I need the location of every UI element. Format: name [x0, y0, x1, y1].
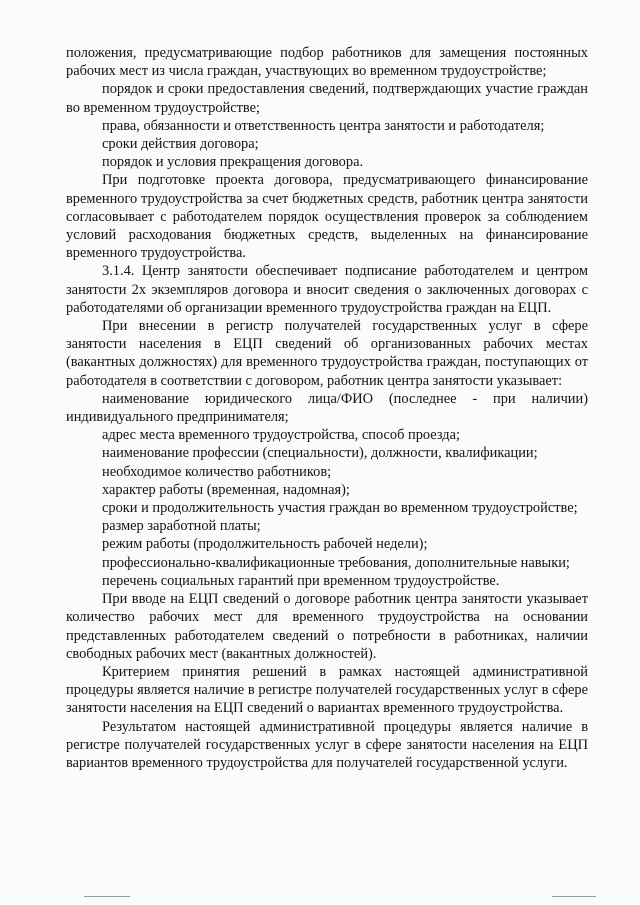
- paragraph-17: профессионально-квалификационные требования, дополнительные навыки;: [102, 554, 570, 571]
- paragraph-15: размер заработной платы;: [102, 518, 261, 535]
- paragraph-12: необходимое количество работников;: [102, 463, 332, 480]
- paragraph-20: Критерием принятия решений в рамках настоящей административной процедуры является наличие в регистре получателей государственных услуг в сфере занятости населения на ЕЦП сведений о вариантах временного трудоустройства.: [66, 663, 588, 717]
- paragraph-10: адрес места временного трудоустройства, способ проезда;: [102, 427, 460, 444]
- paragraph-3: права, обязанности и ответственность центра занятости и работодателя;: [102, 117, 545, 134]
- paragraph-7: 3.1.4. Центр занятости обеспечивает подписание работодателем и центром занятости 2х экземпляров договора и вносит сведения о заключенных договорах с работодателями об организации временного трудоустройства граждан на ЕЦП.: [66, 263, 588, 316]
- document-body: [66, 44, 588, 772]
- paragraph-8: При внесении в регистр получателей государственных услуг в сфере занятости населения в ЕЦП сведений об организованных рабочих местах (вакантных должностях) для временного трудоустройства граждан, поступающих от работодателя в соответствии с договором, работник центра занятости указывает:: [66, 318, 588, 389]
- paragraph-2: порядок и сроки предоставления сведений, подтверждающих участие граждан во временном трудоустройстве;: [66, 81, 588, 116]
- paragraph-21: Результатом настоящей административной процедуры является наличие в регистре получателей государственных услуг в сфере занятости населения на ЕЦП вариантов временного трудоустройства для получателей государственной услуги.: [66, 718, 588, 771]
- paragraph-13: характер работы (временная, надомная);: [102, 481, 350, 498]
- paragraph-18: перечень социальных гарантий при временном трудоустройстве.: [102, 572, 500, 589]
- paragraph-11: наименование профессии (специальности), должности, квалификации;: [102, 445, 538, 462]
- paragraph-6: При подготовке проекта договора, предусматривающего финансирование временного трудоустройства за счет бюджетных средств, работник центра занятости согласовывает с работодателем порядок осуществления проверок за соблюдением условий расходования бюджетных средств, выделенных на финансирование временного трудоустройства.: [66, 172, 588, 262]
- paragraph-16: режим работы (продолжительность рабочей недели);: [102, 536, 428, 553]
- scan-artifact-left: [84, 896, 130, 897]
- paragraph-5: порядок и условия прекращения договора.: [102, 154, 364, 171]
- paragraph-1: положения, предусматривающие подбор работников для замещения постоянных рабочих мест из числа граждан, участвующих во временном трудоустройстве;: [66, 45, 588, 80]
- paragraph-14: сроки и продолжительность участия граждан во временном трудоустройстве;: [102, 500, 578, 517]
- paragraph-4: сроки действия договора;: [102, 136, 259, 153]
- paragraph-9: наименование юридического лица/ФИО (последнее - при наличии) индивидуального предпринимателя;: [66, 390, 588, 426]
- paragraph-19: При вводе на ЕЦП сведений о договоре работник центра занятости указывает количество рабочих мест для временного трудоустройства на основании представленных работодателем сведений о потребности в работниках, наличии свободных рабочих мест (вакантных должностей).: [66, 591, 588, 662]
- scan-artifact-right: [552, 896, 596, 897]
